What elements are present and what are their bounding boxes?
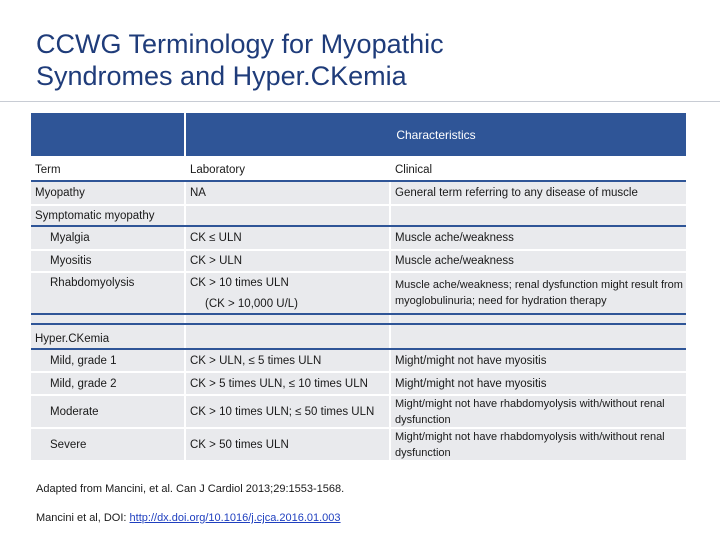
term-cell: Myositis [31, 251, 184, 271]
laboratory-cell: NA [186, 182, 389, 204]
col-laboratory-header: Laboratory [186, 159, 389, 180]
source-footnote: Adapted from Mancini, et al. Can J Cardiol 2013;29:1553-1568. [36, 483, 345, 495]
empty-cell [391, 325, 686, 348]
clinical-cell: Might/might not have rhabdomyolysis with/without renal dysfunction [391, 429, 686, 460]
laboratory-value: CK > 10 times ULN [190, 277, 289, 289]
laboratory-cell: CK > 50 times ULN [186, 429, 389, 460]
term-cell: Mild, grade 1 [31, 350, 184, 371]
term-cell: Rhabdomyolysis [31, 273, 184, 313]
term-cell: Mild, grade 2 [31, 373, 184, 394]
characteristics-header: Characteristics [186, 113, 686, 156]
col-clinical-header: Clinical [391, 159, 686, 180]
table-row [31, 373, 686, 394]
clinical-cell: Might/might not have myositis [391, 350, 686, 371]
section-row-hyperckemia [31, 325, 686, 348]
clinical-cell: Muscle ache/weakness; renal dysfunction might result from myoglobulinuria; need for hydration therapy [391, 273, 686, 313]
laboratory-cell: CK > ULN, ≤ 5 times ULN [186, 350, 389, 371]
header-blank-cell [31, 113, 184, 156]
empty-cell [391, 206, 686, 225]
table-row [31, 429, 686, 460]
title-line-1: CCWG Terminology for Myopathic [36, 29, 444, 59]
section-label: Symptomatic myopathy [31, 206, 184, 225]
empty-cell [391, 315, 686, 323]
table-row [31, 182, 686, 204]
col-term-header: Term [31, 159, 184, 180]
doi-link[interactable]: http://dx.doi.org/10.1016/j.cjca.2016.01.003 [129, 512, 341, 524]
doi-footnote [36, 512, 341, 524]
table-row [31, 251, 686, 271]
clinical-cell: Might/might not have rhabdomyolysis with/without renal dysfunction [391, 396, 686, 427]
empty-cell [31, 315, 184, 323]
laboratory-note: (CK > 10,000 U/L) [205, 298, 299, 310]
spacer-row [31, 315, 686, 323]
clinical-cell: Might/might not have myositis [391, 373, 686, 394]
term-cell: Myalgia [31, 227, 184, 249]
empty-cell [186, 206, 389, 225]
clinical-cell: Muscle ache/weakness [391, 251, 686, 271]
laboratory-cell: CK > ULN [186, 251, 389, 271]
slide-title [36, 28, 696, 92]
section-row-symptomatic [31, 206, 686, 225]
title-line-2: Syndromes and Hyper.CKemia [36, 61, 407, 91]
title-divider [0, 101, 720, 102]
term-cell: Myopathy [31, 182, 184, 204]
laboratory-cell [186, 273, 389, 313]
clinical-cell: General term referring to any disease of muscle [391, 182, 686, 204]
table-row [31, 350, 686, 371]
table-group-header-row [31, 113, 686, 156]
column-header-row [31, 159, 686, 180]
laboratory-cell: CK ≤ ULN [186, 227, 389, 249]
term-cell: Moderate [31, 396, 184, 427]
doi-prefix: Mancini et al, DOI: [36, 512, 130, 524]
laboratory-cell: CK > 5 times ULN, ≤ 10 times ULN [186, 373, 389, 394]
laboratory-cell: CK > 10 times ULN; ≤ 50 times ULN [186, 396, 389, 427]
table-row [31, 396, 686, 427]
empty-cell [186, 325, 389, 348]
term-cell: Severe [31, 429, 184, 460]
table-row [31, 273, 686, 313]
clinical-cell: Muscle ache/weakness [391, 227, 686, 249]
section-label: Hyper.CKemia [31, 325, 184, 348]
table-row [31, 227, 686, 249]
empty-cell [186, 315, 389, 323]
